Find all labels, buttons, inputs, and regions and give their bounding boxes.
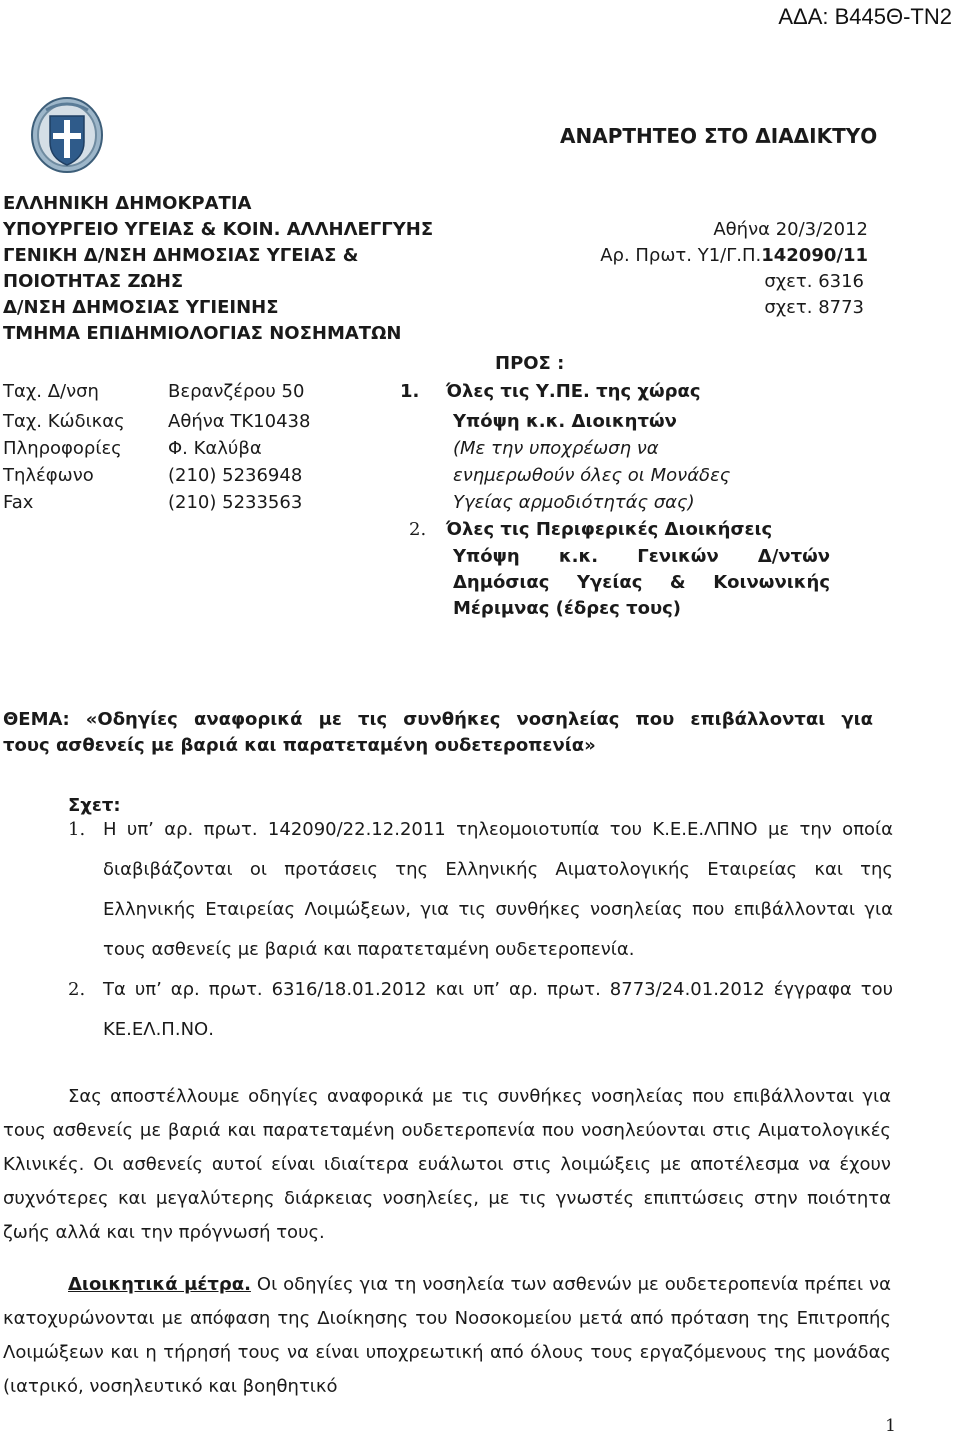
header-line: ΕΛΛΗΝΙΚΗ ΔΗΜΟΚΡΑΤΙΑ bbox=[3, 193, 252, 214]
recipient-note: (Με την υποχρέωση να bbox=[453, 438, 659, 459]
contact-label: Τηλέφωνο bbox=[3, 465, 94, 486]
related-item-text: Η υπ’ αρ. πρωτ. 142090/22.12.2011 τηλεομοιοτυπία του Κ.Ε.Ε.ΛΠΝΟ με την οποία διαβιβάζονται οι προτάσεις της Ελληνικής Αιματολογικής Εταιρείας και της Ελληνικής Εταιρείας Λοιμώξεων, για τις συνθήκες νοσηλείας που επιβάλλονται για τους ασθενείς με βαριά και παρατεταμένη ουδετεροπενία. bbox=[103, 819, 893, 960]
contact-label: Ταχ. Δ/νση bbox=[3, 381, 99, 402]
recipient-attention: Μέριμνας (έδρες τους) bbox=[453, 598, 681, 619]
related-ref-2: σχετ. 8773 bbox=[764, 297, 864, 318]
contact-label: Πληροφορίες bbox=[3, 438, 122, 459]
document-date: Αθήνα 20/3/2012 bbox=[713, 219, 868, 240]
header-line: Δ/ΝΣΗ ΔΗΜΟΣΙΑΣ ΥΓΙΕΙΝΗΣ bbox=[3, 297, 279, 318]
recipient-attention: Υπόψη κ.κ. Διοικητών bbox=[453, 411, 677, 432]
subject-line: τους ασθενείς με βαριά και παρατεταμένη ουδετεροπενία» bbox=[3, 735, 596, 756]
recipient-attention: Δημόσιας Υγείας & Κοινωνικής bbox=[453, 572, 830, 593]
contact-value: (210) 5236948 bbox=[168, 465, 303, 486]
greek-emblem-logo bbox=[30, 92, 104, 174]
contact-value: Φ. Καλύβα bbox=[168, 438, 262, 459]
recipient-note: ενημερωθούν όλες οι Μονάδες bbox=[453, 465, 731, 486]
contact-label: Fax bbox=[3, 492, 34, 513]
related-item-number: 1. bbox=[68, 819, 86, 840]
body-paragraph bbox=[3, 1268, 891, 1404]
header-line: ΠΟΙΟΤΗΤΑΣ ΖΩΗΣ bbox=[3, 271, 184, 292]
page-number: 1 bbox=[885, 1416, 896, 1436]
recipient-number: 1. bbox=[400, 381, 420, 402]
protocol-number-value: 142090/11 bbox=[761, 245, 868, 266]
contact-value: (210) 5233563 bbox=[168, 492, 303, 513]
paragraph-heading: Διοικητικά μέτρα. bbox=[68, 1274, 251, 1295]
recipient-note: Υγείας αρμοδιότητάς σας) bbox=[453, 492, 695, 513]
subject-line: ΘΕΜΑ: «Οδηγίες αναφορικά με τις συνθήκες νοσηλείας που επιβάλλονται για bbox=[3, 709, 873, 730]
related-heading: Σχετ: bbox=[68, 795, 121, 816]
header-line: ΥΠΟΥΡΓΕΙΟ ΥΓΕΙΑΣ & ΚΟΙΝ. ΑΛΛΗΛΕΓΓΥΗΣ bbox=[3, 219, 434, 240]
header-line: ΓΕΝΙΚΗ Δ/ΝΣΗ ΔΗΜΟΣΙΑΣ ΥΓΕΙΑΣ & bbox=[3, 245, 359, 266]
related-item-text: Τα υπ’ αρ. πρωτ. 6316/18.01.2012 και υπ’ αρ. πρωτ. 8773/24.01.2012 έγγραφα του ΚΕ.ΕΛ.Π.ΝΟ. bbox=[103, 979, 893, 1040]
header-line: ΤΜΗΜΑ ΕΠΙΔΗΜΙΟΛΟΓΙΑΣ ΝΟΣΗΜΑΤΩΝ bbox=[3, 323, 402, 344]
contact-label: Ταχ. Κώδικας bbox=[3, 411, 125, 432]
recipient-number: 2. bbox=[409, 519, 427, 540]
publish-note: ΑΝΑΡΤΗΤΕΟ ΣΤΟ ΔΙΑΔΙΚΤΥΟ bbox=[560, 124, 878, 148]
related-item-number: 2. bbox=[68, 979, 86, 1000]
protocol-prefix: Αρ. Πρωτ. Υ1/Γ.Π. bbox=[600, 245, 762, 266]
related-ref-1: σχετ. 6316 bbox=[764, 271, 864, 292]
paragraph-text: Οι οδηγίες για τη νοσηλεία των ασθενών με ουδετεροπενία πρέπει να κατοχυρώνονται με απόφαση της Διοίκησης του Νοσοκομείου μετά από πρόταση της Επιτροπής Λοιμώξεων και η τήρησή τους να είναι υποχρεωτική από όλους τους εργαζόμενους της μονάδας (ιατρικό, νοσηλευτικό και βοηθητικό bbox=[3, 1274, 891, 1397]
protocol-number bbox=[600, 244, 868, 268]
recipient-title: Όλες τις Υ.ΠΕ. της χώρας bbox=[446, 381, 701, 402]
recipient-title: Όλες τις Περιφερικές Διοικήσεις bbox=[446, 519, 773, 540]
contact-value: Αθήνα ΤΚ10438 bbox=[168, 411, 311, 432]
ada-code: ΑΔΑ: Β445Θ-ΤΝ2 bbox=[778, 4, 952, 29]
recipients-heading: ΠΡΟΣ : bbox=[495, 353, 565, 374]
recipient-attention: Υπόψη κ.κ. Γενικών Δ/ντών bbox=[453, 546, 830, 567]
contact-value: Βερανζέρου 50 bbox=[168, 381, 305, 402]
body-paragraph: Σας αποστέλλουμε οδηγίες αναφορικά με τις συνθήκες νοσηλείας που επιβάλλονται για τους ασθενείς με βαριά και παρατεταμένη ουδετεροπενία που νοσηλεύονται στις Αιματολογικές Κλινικές. Οι ασθενείς αυτοί είναι ιδιαίτερα ευάλωτοι στις λοιμώξεις με αποτέλεσμα να έχουν συχνότερες και μεγαλύτερης διάρκειας νοσηλείες, με τις γνωστές επιπτώσεις στην ποιότητα ζωής αλλά και την πρόγνωσή τους. bbox=[3, 1086, 891, 1243]
